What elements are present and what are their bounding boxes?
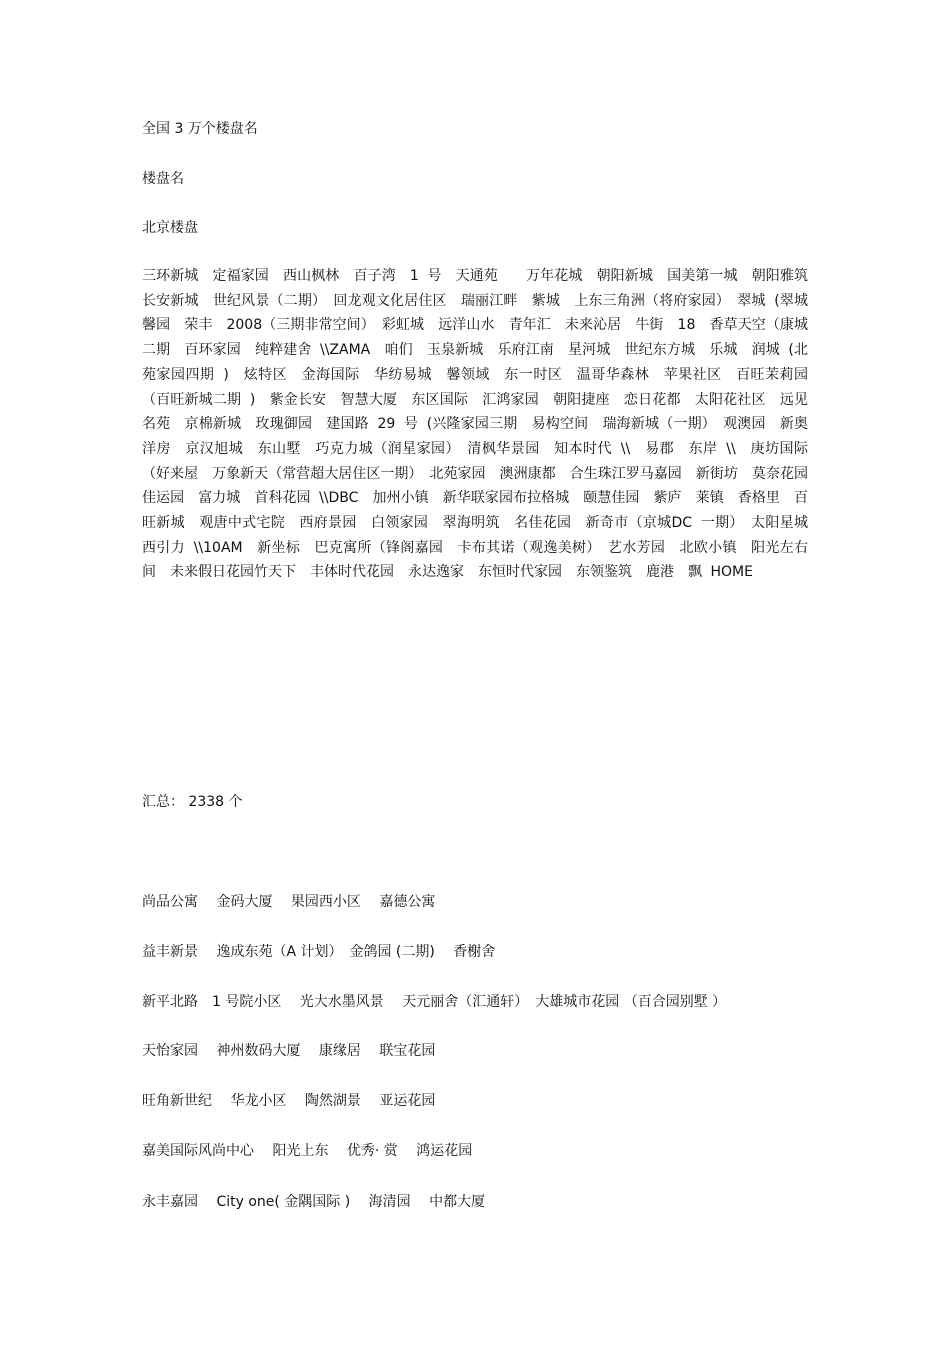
document-subtitle: 楼盘名 bbox=[142, 171, 184, 187]
beijing-estate-list: 三环新城 定福家园 西山枫林 百子湾 1 号 天通苑 万年花城 朝阳新城 国美第一城 朝阳雅筑 长安新城 世纪风景（二期） 回龙观文化居住区 瑞丽江畔 紫城 上东三角洲（将府家园） 翠城 (翠城馨园 荣丰 2008（三期非常空间） 彩虹城 远洋山水 青年汇 未来沁居 牛街 18 香草天空（康城二期 百环家园 纯粹建舍 \\ZAMA 咱们 玉泉新城 乐府江南 星河城 世纪东方城 乐城 润城 (北苑家园四期 ) 炫特区 金海国际 华纺易城 馨领域 东一时区 温哥华森林 苹果社区 百旺茉莉园（百旺新城二期 ) 紫金长安 智慧大厦 东区国际 汇鸿家园 朝阳捷座 恋日花都 太阳花社区 远见名苑 京棉新城 玫瑰御园 建国路 29 号 (兴隆家园三期 易构空间 瑞海新城（一期） 观澳园 新奥洋房 京汉旭城 东山墅 巧克力城（润星家园） 清枫华景园 知本时代 \\ 易郡 东岸 \\ 庚坊国际（好来屋 万象新天（常营超大居住区一期） 北苑家园 澳洲康都 合生珠江罗马嘉园 新街坊 莫奈花园 佳运园 富力城 首科花园 \\DBC 加州小镇 新华联家园布拉格城 颐慧佳园 紫庐 莱镇 香格里 百旺新城 观唐中式宅院 西府景园 白领家园 翠海明筑 名佳花园 新奇市（京城DC 一期） 太阳星城 西引力 \\10AM 新坐标 巴克寓所（锋阁嘉园 卡布其诺（观逸美树） 艺水芳园 北欧小镇 阳光左右间 未来假日花园竹天下 丰体时代花园 永达逸家 东恒时代家园 东领鉴筑 鹿港 飘 HOME bbox=[142, 268, 822, 581]
summary-count: 汇总： 2338 个 bbox=[142, 794, 243, 810]
list-item: 嘉美国际风尚中心 阳光上东 优秀· 赏 鸿运花园 bbox=[142, 1143, 473, 1159]
list-item: 益丰新景 逸成东苑（A 计划） 金鸽园 (二期) 香榭舍 bbox=[142, 944, 496, 960]
list-item: 永丰嘉园 City one( 金隅国际 ) 海清园 中都大厦 bbox=[142, 1194, 486, 1210]
list-item: 新平北路 1 号院小区 光大水墨风景 天元丽舍（汇通轩） 大雄城市花园 （百合园别墅 ） bbox=[142, 994, 727, 1010]
list-item: 尚品公寓 金码大厦 果园西小区 嘉德公寓 bbox=[142, 894, 436, 910]
document-title: 全国 3 万个楼盘名 bbox=[142, 121, 258, 137]
list-item: 天怡家园 神州数码大厦 康缘居 联宝花园 bbox=[142, 1043, 436, 1059]
list-item: 旺角新世纪 华龙小区 陶然湖景 亚运花园 bbox=[142, 1093, 436, 1109]
section-heading: 北京楼盘 bbox=[142, 220, 198, 236]
